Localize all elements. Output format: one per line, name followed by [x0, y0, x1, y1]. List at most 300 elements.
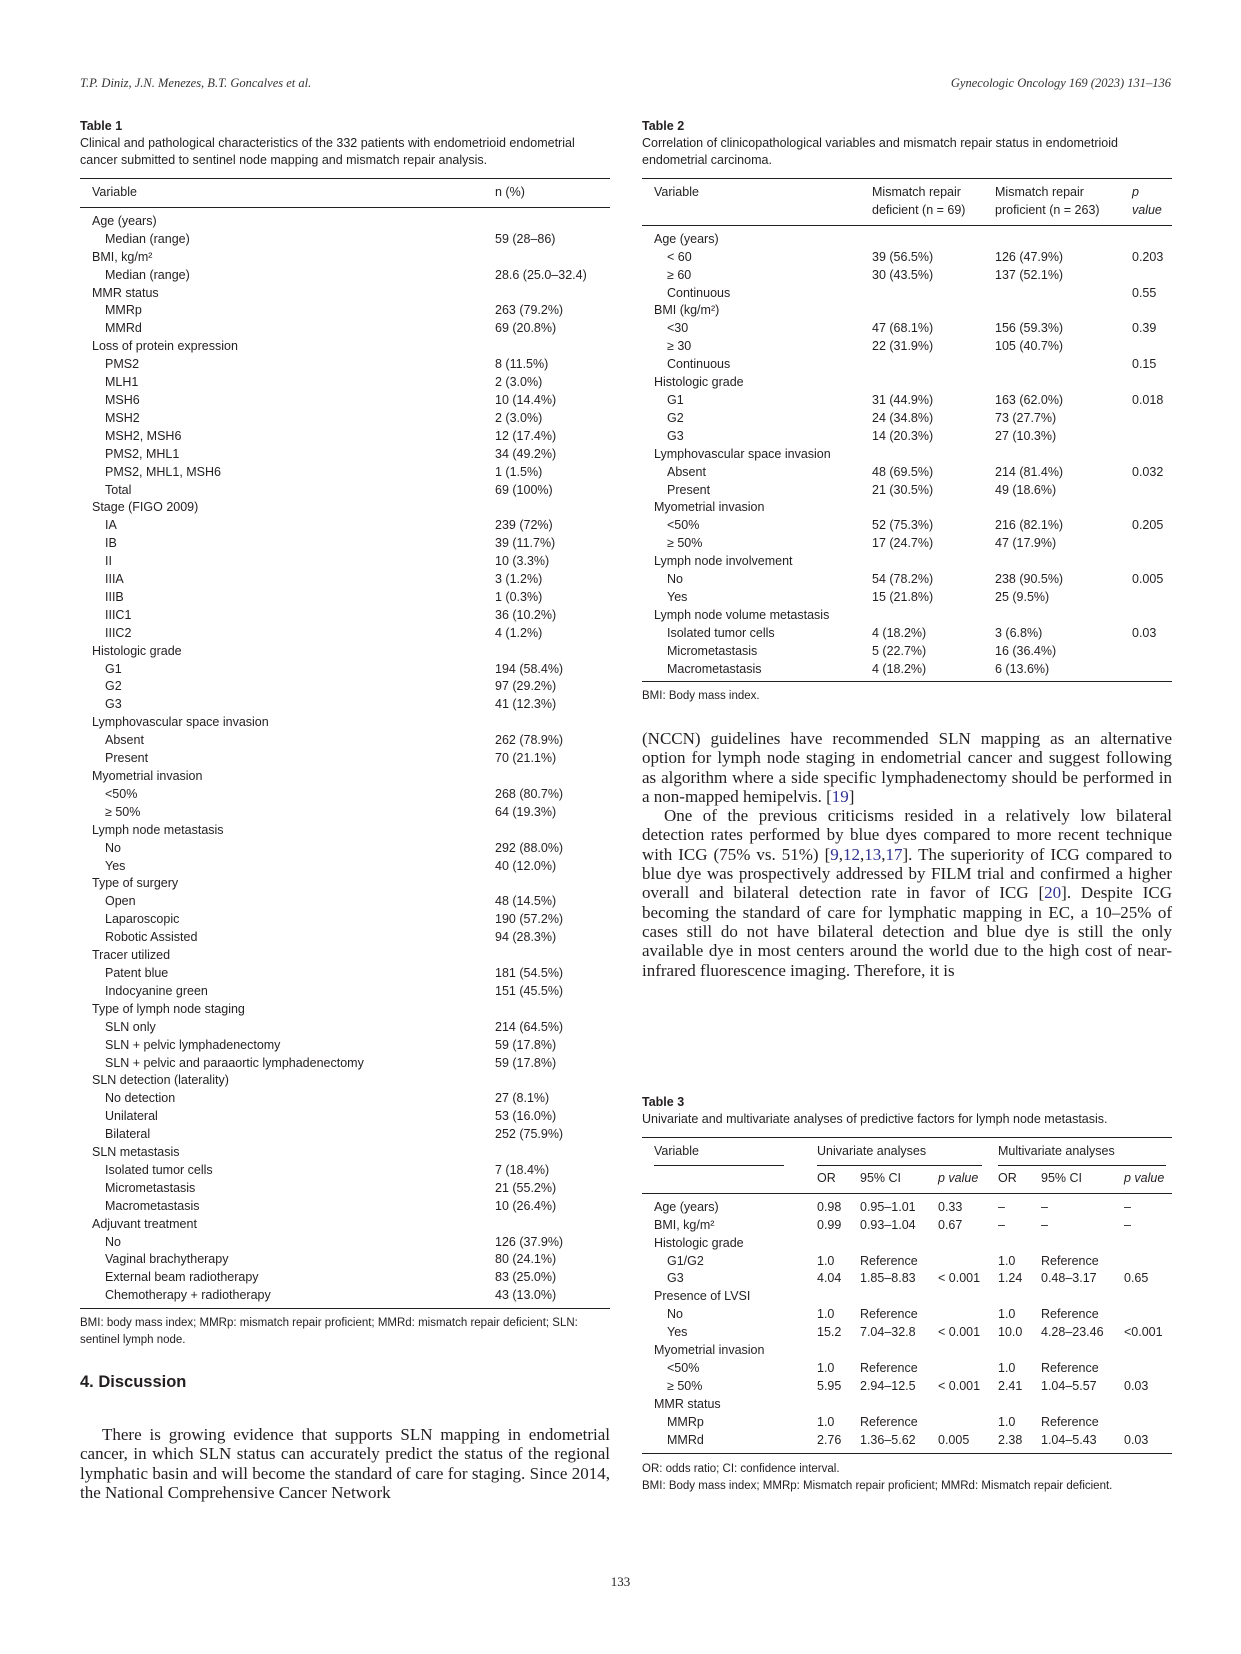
table1-row [80, 858, 610, 876]
citation-link[interactable]: 17 [885, 844, 903, 864]
table3 [642, 1137, 1172, 1454]
table3-cell-p-uni: 0.005 [938, 1432, 970, 1447]
table2-cell-pvalue [1132, 225, 1172, 248]
table3-cell-ci-uni [860, 1396, 938, 1414]
table3-cell-or-uni: 1.0 [817, 1307, 835, 1322]
table2-header-pvalue-line2: value [1132, 202, 1162, 217]
table1-row [80, 571, 610, 589]
table1-cell-n: 214 (64.5%) [495, 1019, 564, 1034]
running-head-authors: T.P. Diniz, J.N. Menezes, B.T. Goncalves et al. [80, 76, 312, 90]
table2-cell-deficient [872, 607, 995, 625]
citation-link[interactable]: 12 [843, 844, 861, 864]
table3-cell-ci-multi: Reference [1041, 1360, 1099, 1375]
table2-cell-proficient: 214 (81.4%) [995, 464, 1064, 479]
table2-cell-pvalue [1132, 589, 1172, 607]
table2-cell-pvalue: 0.55 [1132, 285, 1157, 300]
table3-cell-ci-multi [1041, 1342, 1124, 1360]
table2-row [642, 535, 1172, 553]
table3-cell-or-uni: 1.0 [817, 1253, 835, 1268]
table3-cell-ci-multi [1041, 1396, 1124, 1414]
table1-cell-variable: Stage (FIGO 2009) [92, 500, 199, 515]
table3-cell-variable: MMRd [667, 1432, 704, 1447]
table3-cell-p-uni [938, 1306, 998, 1324]
table1-row [80, 231, 610, 249]
table1-group-row [80, 1144, 610, 1162]
table1-cell-variable: SLN + pelvic and paraaortic lymphadenectomy [105, 1055, 364, 1070]
table2-cell-deficient: 52 (75.3%) [872, 518, 934, 533]
table3-cell-p-uni [938, 1235, 998, 1253]
table2-cell-deficient: 15 (21.8%) [872, 589, 934, 604]
table3-cell-or-multi: 10.0 [998, 1325, 1023, 1340]
citation-link[interactable]: 9 [830, 844, 839, 864]
table2-row [642, 356, 1172, 374]
table1-cell-n: 28.6 (25.0–32.4) [495, 267, 587, 282]
table3-cell-p-uni [938, 1253, 998, 1271]
table1-group-row [80, 643, 610, 661]
table1-cell-n [495, 249, 610, 267]
table1-cell-n: 2 (3.0%) [495, 410, 543, 425]
table3-caption: Univariate and multivariate analyses of predictive factors for lymph node metastasis. [642, 1112, 1108, 1126]
table1-header-variable: Variable [92, 185, 137, 199]
table1-row [80, 1287, 610, 1308]
table1-cell-n: 41 (12.3%) [495, 697, 557, 712]
table3-cell-variable: Presence of LVSI [654, 1289, 751, 1304]
table1-cell-variable: SLN metastasis [92, 1145, 180, 1160]
table3-cell-or-multi [998, 1235, 1041, 1253]
table2-cell-proficient: 27 (10.3%) [995, 428, 1057, 443]
table2-cell-deficient: 31 (44.9%) [872, 392, 934, 407]
table2-cell-deficient [872, 374, 995, 392]
table3-cell-p-multi [1124, 1360, 1172, 1378]
table2-cell-pvalue [1132, 374, 1172, 392]
table3-body [642, 1193, 1172, 1453]
table1-cell-n [495, 822, 610, 840]
table1-cell-n: 252 (75.9%) [495, 1127, 564, 1142]
table3-block [642, 1094, 1172, 1495]
table1-row [80, 893, 610, 911]
table1-row [80, 840, 610, 858]
table2-cell-deficient: 4 (18.2%) [872, 661, 927, 676]
table3-cell-p-multi [1124, 1253, 1172, 1271]
table1-group-row [80, 875, 610, 893]
table1-cell-variable: Indocyanine green [105, 983, 208, 998]
citation-link[interactable]: 13 [864, 844, 882, 864]
table2-group-row [642, 225, 1172, 248]
table2-row [642, 338, 1172, 356]
table1-cell-variable: Open [105, 894, 136, 909]
table2-cell-proficient: 25 (9.5%) [995, 589, 1050, 604]
table3-footnote-1: OR: odds ratio; CI: confidence interval. [642, 1462, 840, 1475]
table3-group-row [642, 1235, 1172, 1253]
table1-cell-n: 21 (55.2%) [495, 1180, 557, 1195]
right-paragraph-2: One of the previous criticisms resided in a relatively low bilateral detection rates performed by blue dyes compared to more recent technique with ICG (75% vs. 51%) [9,12,13,17]. The superiority of ICG compared to blue dye was prospectively addressed by FILM trial and confirmed a higher overall and bilateral detection rate in favor of ICG [20]. Despite ICG becoming the standard of care for lymphatic mapping in EC, a 10–25% of cases still do not have bilateral detection and blue dye is still the only available dye in most centers around the world due to the high cost of near-infrared fluorescence imaging. Therefore, it is [642, 806, 1172, 980]
table2-group-row [642, 499, 1172, 517]
table3-cell-p-uni: < 0.001 [938, 1378, 981, 1393]
table1-cell-variable: Patent blue [105, 965, 169, 980]
table1-cell-n: 97 (29.2%) [495, 679, 557, 694]
table2-cell-variable: ≥ 50% [667, 536, 703, 551]
table1-cell-variable: G2 [105, 679, 122, 694]
table2-cell-variable: G1 [667, 392, 684, 407]
table2-cell-proficient [995, 553, 1132, 571]
table3-cell-p-multi [1124, 1235, 1172, 1253]
table1-cell-n: 36 (10.2%) [495, 607, 557, 622]
table1-cell-variable: External beam radiotherapy [105, 1270, 259, 1285]
table1-group-row [80, 249, 610, 267]
table2-cell-proficient: 238 (90.5%) [995, 572, 1064, 587]
table1-cell-n: 8 (11.5%) [495, 357, 549, 372]
table3-cell-ci-uni [860, 1342, 938, 1360]
table3-cell-ci-multi: 1.04–5.57 [1041, 1378, 1097, 1393]
table1-cell-variable: Age (years) [92, 213, 157, 228]
table1-cell-n: 1 (0.3%) [495, 589, 543, 604]
table3-cell-ci-uni: 2.94–12.5 [860, 1378, 916, 1393]
table1-cell-variable: Bilateral [105, 1127, 151, 1142]
discussion-heading: 4. Discussion [80, 1373, 187, 1391]
table2-cell-variable: Present [667, 482, 711, 497]
table1-group-row [80, 207, 610, 230]
table2-cell-proficient [995, 374, 1132, 392]
table2-cell-proficient [995, 225, 1132, 248]
table3-subheader-ci-multi: 95% CI [1041, 1170, 1082, 1185]
table3-row [642, 1360, 1172, 1378]
table1-cell-variable: MSH2, MSH6 [105, 428, 182, 443]
table2-row [642, 643, 1172, 661]
table3-cell-or-uni: 0.98 [817, 1199, 842, 1214]
table3-cell-p-uni [938, 1414, 998, 1432]
table3-cell-or-multi: 1.0 [998, 1414, 1016, 1429]
table2-cell-pvalue: 0.205 [1132, 518, 1164, 533]
table1-cell-variable: Lymph node metastasis [92, 822, 224, 837]
table2-row [642, 464, 1172, 482]
table1-cell-variable: MSH2 [105, 410, 140, 425]
table3-subheader-p-uni: p value [938, 1170, 979, 1185]
table1-cell-n [495, 207, 610, 230]
table1-cell-n [495, 875, 610, 893]
table1-row [80, 482, 610, 500]
table1-group-row [80, 822, 610, 840]
table1-cell-n: 10 (14.4%) [495, 392, 557, 407]
table2-header-deficient [872, 179, 995, 226]
table1-cell-variable: Chemotherapy + radiotherapy [105, 1288, 271, 1303]
table1-cell-variable: Tracer utilized [92, 948, 171, 963]
table2-row [642, 320, 1172, 338]
table3-footnote-2: BMI: Body mass index; MMRp: Mismatch repair proficient; MMRd: Mismatch repair deficient. [642, 1479, 1113, 1492]
table2-cell-variable: Age (years) [654, 231, 719, 246]
table2-cell-pvalue [1132, 553, 1172, 571]
table1-row [80, 1090, 610, 1108]
table1-row [80, 428, 610, 446]
table3-cell-or-uni: 2.76 [817, 1432, 842, 1447]
table1-row [80, 535, 610, 553]
table3-cell-or-multi: 1.0 [998, 1253, 1016, 1268]
table2-block [642, 118, 1172, 705]
table2-cell-variable: Lymphovascular space invasion [654, 446, 831, 461]
table3-cell-or-multi: 2.41 [998, 1378, 1023, 1393]
table1-cell-n: 27 (8.1%) [495, 1091, 550, 1106]
table3-cell-ci-uni: 1.36–5.62 [860, 1432, 916, 1447]
table2-group-row [642, 374, 1172, 392]
table1-cell-n [495, 714, 610, 732]
table1-row [80, 1234, 610, 1252]
table1-row [80, 410, 610, 428]
table1-row [80, 911, 610, 929]
table1-cell-n [495, 285, 610, 303]
table1-cell-n: 126 (37.9%) [495, 1234, 564, 1249]
table2-header-proficient-line2: proficient (n = 263) [995, 202, 1100, 217]
table2-group-row [642, 446, 1172, 464]
discussion-text [80, 1425, 610, 1502]
table1-group-row [80, 1072, 610, 1090]
table2-cell-variable: Isolated tumor cells [667, 625, 775, 640]
table3-group-row [642, 1288, 1172, 1306]
table3-cell-or-multi: 2.38 [998, 1432, 1023, 1447]
table1-cell-n: 70 (21.1%) [495, 751, 557, 766]
table1-cell-variable: IIIA [105, 572, 124, 587]
table2-caption: Correlation of clinicopathological variables and mismatch repair status in endometrioid endometrial carcinoma. [642, 136, 1118, 167]
table2-cell-deficient: 30 (43.5%) [872, 267, 934, 282]
table2-cell-proficient: 47 (17.9%) [995, 536, 1057, 551]
table3-cell-or-multi: – [998, 1217, 1005, 1232]
table1-cell-variable: PMS2, MHL1 [105, 446, 180, 461]
table2-group-row [642, 607, 1172, 625]
table1-cell-n: 53 (16.0%) [495, 1109, 557, 1124]
table1-cell-n: 181 (54.5%) [495, 965, 564, 980]
table1-row [80, 1269, 610, 1287]
table2-cell-variable: <50% [667, 518, 700, 533]
table2-cell-proficient [995, 302, 1132, 320]
table1-cell-variable: Unilateral [105, 1109, 158, 1124]
table3-cell-variable: G1/G2 [667, 1253, 704, 1268]
table1-cell-n: 1 (1.5%) [495, 464, 543, 479]
table1-group-row [80, 714, 610, 732]
table3-cell-or-multi: 1.24 [998, 1271, 1023, 1286]
table1-cell-variable: MLH1 [105, 375, 139, 390]
table2-header-deficient-line1: Mismatch repair [872, 185, 961, 199]
table3-cell-p-multi [1124, 1342, 1172, 1360]
table2-cell-variable: No [667, 572, 683, 587]
table3-header-variable: Variable [642, 1138, 817, 1170]
table1-cell-n: 59 (17.8%) [495, 1037, 557, 1052]
table1-cell-variable: ≥ 50% [105, 804, 141, 819]
table3-cell-ci-uni: Reference [860, 1253, 918, 1268]
table2-row [642, 589, 1172, 607]
table1-cell-n: 64 (19.3%) [495, 804, 557, 819]
table2-cell-proficient [995, 499, 1132, 517]
table1-row [80, 267, 610, 285]
table3-group-header-row [642, 1138, 1172, 1170]
table1-row [80, 804, 610, 822]
table3-cell-or-multi: 1.0 [998, 1307, 1016, 1322]
table1-cell-variable: Loss of protein expression [92, 339, 238, 354]
table1-cell-variable: BMI, kg/m² [92, 249, 153, 264]
table3-cell-variable: BMI, kg/m² [654, 1217, 715, 1232]
table3-cell-p-uni: < 0.001 [938, 1325, 981, 1340]
table1-cell-variable: Type of lymph node staging [92, 1001, 245, 1016]
table1-cell-n: 262 (78.9%) [495, 733, 564, 748]
table1-row [80, 446, 610, 464]
table3-cell-variable: G3 [667, 1271, 684, 1286]
table2-cell-pvalue [1132, 267, 1172, 285]
table3-cell-p-multi [1124, 1396, 1172, 1414]
table3-cell-or-uni [817, 1235, 860, 1253]
table2-cell-variable: < 60 [667, 249, 692, 264]
table2-cell-deficient [872, 356, 995, 374]
table1-cell-variable: Yes [105, 858, 126, 873]
table2-cell-proficient: 216 (82.1%) [995, 518, 1064, 533]
table2-cell-pvalue: 0.018 [1132, 392, 1164, 407]
table1-cell-variable: Total [105, 482, 132, 497]
table1-body [80, 207, 610, 1308]
table2-cell-pvalue [1132, 338, 1172, 356]
table1-cell-n: 268 (80.7%) [495, 786, 564, 801]
table1-row [80, 786, 610, 804]
table2-cell-variable: Micrometastasis [667, 643, 758, 658]
table2-cell-deficient [872, 302, 995, 320]
table1-cell-n: 43 (13.0%) [495, 1288, 557, 1303]
table2-cell-deficient: 21 (30.5%) [872, 482, 934, 497]
table3-cell-ci-uni: Reference [860, 1414, 918, 1429]
table1-cell-n [495, 947, 610, 965]
table3-cell-ci-uni [860, 1235, 938, 1253]
table2-cell-variable: ≥ 60 [667, 267, 692, 282]
table1-row [80, 696, 610, 714]
table1-cell-variable: No [105, 1234, 121, 1249]
table2-header-proficient-line1: Mismatch repair [995, 185, 1084, 199]
table3-cell-p-uni: 0.67 [938, 1217, 963, 1232]
table3-cell-or-multi [998, 1396, 1041, 1414]
table2-header-pvalue-line1: p [1132, 185, 1139, 199]
table1-cell-n: 194 (58.4%) [495, 661, 564, 676]
table2-cell-deficient [872, 499, 995, 517]
table1-cell-n: 59 (17.8%) [495, 1055, 557, 1070]
table3-cell-or-uni: 1.0 [817, 1414, 835, 1429]
table2-label: Table 2 [642, 119, 685, 133]
table3-cell-p-uni [938, 1360, 998, 1378]
table3-cell-ci-uni: 1.85–8.83 [860, 1271, 916, 1286]
table1-row [80, 929, 610, 947]
table3-group-row [642, 1342, 1172, 1360]
table2-cell-pvalue: 0.032 [1132, 464, 1164, 479]
table3-subheader-blank [642, 1170, 817, 1193]
table3-row [642, 1306, 1172, 1324]
table1-cell-variable: SLN + pelvic lymphadenectomy [105, 1037, 281, 1052]
table1-cell-n: 40 (12.0%) [495, 858, 557, 873]
table2-cell-deficient: 17 (24.7%) [872, 536, 934, 551]
table2-row [642, 410, 1172, 428]
table1-label: Table 1 [80, 119, 123, 133]
page-number: 133 [610, 1574, 631, 1589]
citation-link[interactable]: 20 [1044, 883, 1062, 903]
table1-cell-variable: PMS2, MHL1, MSH6 [105, 464, 222, 479]
table1-cell-variable: II [105, 554, 112, 569]
table3-cell-p-multi [1124, 1288, 1172, 1306]
table2-cell-deficient [872, 553, 995, 571]
table1-group-row [80, 947, 610, 965]
table3-subheader-or-uni: OR [817, 1170, 836, 1185]
table1-cell-variable: Adjuvant treatment [92, 1216, 197, 1231]
table1-row [80, 589, 610, 607]
table1-cell-variable: G3 [105, 697, 122, 712]
table1-row [80, 1037, 610, 1055]
table2-cell-variable: Yes [667, 589, 688, 604]
table1-cell-n: 10 (26.4%) [495, 1198, 557, 1213]
table2-row [642, 571, 1172, 589]
table1-row [80, 320, 610, 338]
table3-cell-ci-multi: – [1041, 1199, 1048, 1214]
table2-cell-pvalue: 0.15 [1132, 357, 1157, 372]
table1-cell-variable: MMR status [92, 285, 159, 300]
table1-cell-n [495, 499, 610, 517]
table2-cell-proficient [995, 607, 1132, 625]
table1-cell-n: 12 (17.4%) [495, 428, 557, 443]
table1-row [80, 1019, 610, 1037]
table2-cell-pvalue: 0.005 [1132, 572, 1164, 587]
table3-row [642, 1270, 1172, 1288]
table3-cell-or-multi [998, 1342, 1041, 1360]
table3-row [642, 1432, 1172, 1453]
table3-cell-ci-uni: Reference [860, 1307, 918, 1322]
table1-row [80, 1108, 610, 1126]
table3-cell-p-uni: < 0.001 [938, 1271, 981, 1286]
table2-row [642, 428, 1172, 446]
table3-cell-variable: <50% [667, 1360, 700, 1375]
table1-row [80, 517, 610, 535]
table1-block [80, 118, 610, 1349]
table1-header-n: n (%) [495, 185, 525, 199]
table3-cell-p-uni [938, 1396, 998, 1414]
table1-cell-n: 2 (3.0%) [495, 375, 543, 390]
table2-row [642, 392, 1172, 410]
table2-cell-variable: G3 [667, 428, 684, 443]
table3-label: Table 3 [642, 1095, 685, 1109]
table3-cell-ci-multi [1041, 1235, 1124, 1253]
table3-subheader-ci-uni: 95% CI [860, 1170, 901, 1185]
table1-cell-variable: SLN only [105, 1019, 156, 1034]
table2-cell-pvalue [1132, 535, 1172, 553]
table3-cell-p-multi [1124, 1414, 1172, 1432]
table2-cell-proficient: 49 (18.6%) [995, 482, 1057, 497]
table1-cell-n: 151 (45.5%) [495, 983, 564, 998]
citation-link[interactable]: 19 [831, 786, 849, 806]
table1-cell-variable: IIIC2 [105, 625, 132, 640]
table2-cell-pvalue [1132, 482, 1172, 500]
table2-header-variable: Variable [654, 185, 699, 199]
table1-cell-variable: No [105, 840, 121, 855]
table2-header-row [642, 179, 1172, 226]
table2-row [642, 249, 1172, 267]
table2-cell-pvalue [1132, 428, 1172, 446]
table1-cell-variable: PMS2 [105, 357, 140, 372]
table1-cell-variable: IIIB [105, 589, 124, 604]
table2-cell-proficient [995, 356, 1132, 374]
table2-cell-variable: Histologic grade [654, 375, 744, 390]
table2-cell-pvalue [1132, 410, 1172, 428]
table1-cell-variable: SLN detection (laterality) [92, 1073, 229, 1088]
table2-row [642, 661, 1172, 682]
table2-cell-deficient: 47 (68.1%) [872, 321, 934, 336]
table3-subheader-p-multi: p value [1124, 1170, 1165, 1185]
table2-cell-pvalue [1132, 643, 1172, 661]
table3-cell-variable: Myometrial invasion [654, 1343, 765, 1358]
table2-row [642, 625, 1172, 643]
table3-subheader-row [642, 1170, 1172, 1193]
table1-cell-n: 94 (28.3%) [495, 930, 557, 945]
table2-cell-deficient: 5 (22.7%) [872, 643, 927, 658]
table2-cell-proficient: 156 (59.3%) [995, 321, 1064, 336]
table2-cell-variable: Macrometastasis [667, 661, 762, 676]
table3-cell-ci-uni: 7.04–32.8 [860, 1325, 916, 1340]
